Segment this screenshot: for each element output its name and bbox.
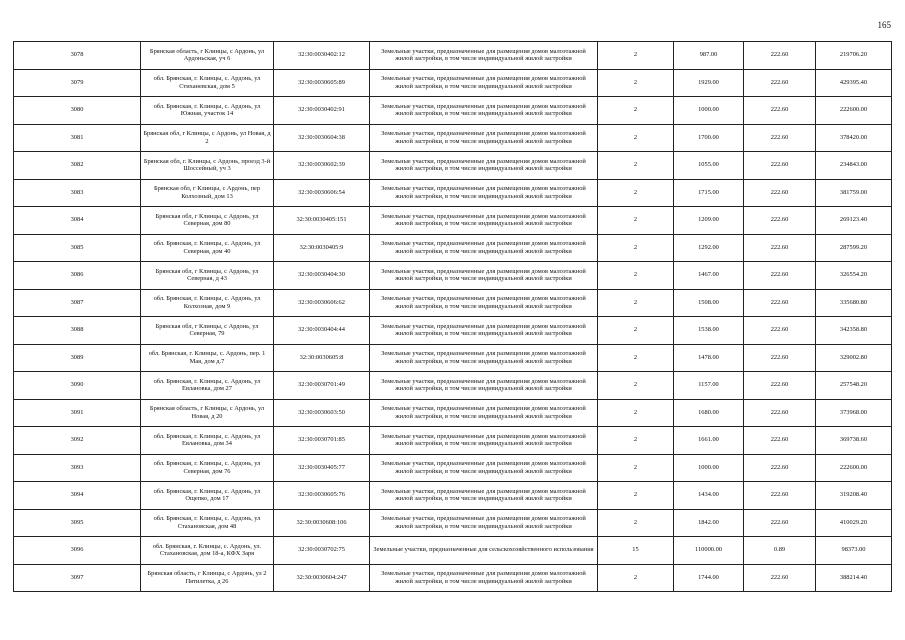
- record-number-cell: 3089: [14, 344, 141, 372]
- address-cell: обл. Брянская, г. Клинцы, с. Ардонь, ул Стахановская, дом 48: [141, 509, 274, 537]
- land-use-cell: Земельные участки, предназначенные для размещения домов малоэтажной жилой застройки, в том числе индивидуальной жилой застройки: [370, 344, 598, 372]
- address-cell: обл. Брянская, г. Клинцы, с. Ардонь, ул Северная, дом 76: [141, 454, 274, 482]
- address-cell: обл. Брянская, г. Клинцы, с. Ардонь, ул. Стахановская, дом 18-а, КФХ Заря: [141, 537, 274, 565]
- group-cell: 2: [598, 564, 674, 592]
- table-row: [14, 344, 892, 372]
- record-number-cell: 3093: [14, 454, 141, 482]
- group-cell: 2: [598, 372, 674, 400]
- group-cell: 2: [598, 97, 674, 125]
- area-cell: 1715.00: [674, 179, 744, 207]
- cadastral-number-cell: 32:30:0030605:89: [274, 69, 370, 97]
- cadastral-number-cell: 32:30:0030405:9: [274, 234, 370, 262]
- area-cell: 110000.00: [674, 537, 744, 565]
- group-cell: 2: [598, 454, 674, 482]
- cadastral-value-cell: 329002.80: [816, 344, 892, 372]
- area-cell: 1929.00: [674, 69, 744, 97]
- record-number-cell: 3083: [14, 179, 141, 207]
- cadastral-value-cell: 388214.40: [816, 564, 892, 592]
- table-row: [14, 234, 892, 262]
- table-row: [14, 207, 892, 235]
- cadastral-number-cell: 32:30:0030604:38: [274, 124, 370, 152]
- record-number-cell: 3078: [14, 42, 141, 70]
- specific-value-cell: 222.60: [744, 344, 816, 372]
- group-cell: 2: [598, 69, 674, 97]
- record-number-cell: 3087: [14, 289, 141, 317]
- table-row: [14, 262, 892, 290]
- record-number-cell: 3088: [14, 317, 141, 345]
- specific-value-cell: 222.60: [744, 262, 816, 290]
- cadastral-number-cell: 32:30:0030405:151: [274, 207, 370, 235]
- area-cell: 1508.00: [674, 289, 744, 317]
- cadastral-number-cell: 32:30:0030702:75: [274, 537, 370, 565]
- specific-value-cell: 222.60: [744, 69, 816, 97]
- cadastral-number-cell: 32:30:0030405:77: [274, 454, 370, 482]
- cadastral-number-cell: 32:30:0030605:76: [274, 482, 370, 510]
- group-cell: 2: [598, 152, 674, 180]
- area-cell: 1055.00: [674, 152, 744, 180]
- land-use-cell: Земельные участки, предназначенные для размещения домов малоэтажной жилой застройки, в том числе индивидуальной жилой застройки: [370, 42, 598, 70]
- table-row: [14, 124, 892, 152]
- land-use-cell: Земельные участки, предназначенные для размещения домов малоэтажной жилой застройки, в том числе индивидуальной жилой застройки: [370, 152, 598, 180]
- cadastral-number-cell: 32:30:0030701:49: [274, 372, 370, 400]
- group-cell: 2: [598, 399, 674, 427]
- address-cell: обл. Брянская, г. Клинцы, с. Ардонь, ул Евлановка, дом 34: [141, 427, 274, 455]
- record-number-cell: 3085: [14, 234, 141, 262]
- specific-value-cell: 222.60: [744, 97, 816, 125]
- land-use-cell: Земельные участки, предназначенные для размещения домов малоэтажной жилой застройки, в том числе индивидуальной жилой застройки: [370, 97, 598, 125]
- cadastral-value-cell: 342358.80: [816, 317, 892, 345]
- specific-value-cell: 222.60: [744, 124, 816, 152]
- area-cell: 1209.00: [674, 207, 744, 235]
- cadastral-value-cell: 410029.20: [816, 509, 892, 537]
- address-cell: обл. Брянская, г. Клинцы, с. Ардонь, ул Ощепко, дом 17: [141, 482, 274, 510]
- cadastral-number-cell: 32:30:0030402:91: [274, 97, 370, 125]
- specific-value-cell: 222.60: [744, 179, 816, 207]
- cadastral-number-cell: 32:30:0030602:39: [274, 152, 370, 180]
- land-use-cell: Земельные участки, предназначенные для размещения домов малоэтажной жилой застройки, в том числе индивидуальной жилой застройки: [370, 509, 598, 537]
- table-row: [14, 152, 892, 180]
- table-row: [14, 69, 892, 97]
- land-use-cell: Земельные участки, предназначенные для сельскохозяйственного использования: [370, 537, 598, 565]
- land-use-cell: Земельные участки, предназначенные для размещения домов малоэтажной жилой застройки, в том числе индивидуальной жилой застройки: [370, 564, 598, 592]
- cadastral-value-cell: 373968.00: [816, 399, 892, 427]
- group-cell: 2: [598, 179, 674, 207]
- land-use-cell: Земельные участки, предназначенные для размещения домов малоэтажной жилой застройки, в том числе индивидуальной жилой застройки: [370, 427, 598, 455]
- record-number-cell: 3090: [14, 372, 141, 400]
- record-number-cell: 3091: [14, 399, 141, 427]
- cadastral-value-cell: 222600.00: [816, 97, 892, 125]
- area-cell: 1661.00: [674, 427, 744, 455]
- specific-value-cell: 222.60: [744, 509, 816, 537]
- area-cell: 1292.00: [674, 234, 744, 262]
- address-cell: Брянская обл, г Клинцы, с Ардонь, ул Северная, 79: [141, 317, 274, 345]
- area-cell: 1842.00: [674, 509, 744, 537]
- record-number-cell: 3096: [14, 537, 141, 565]
- table-row: [14, 537, 892, 565]
- specific-value-cell: 222.60: [744, 427, 816, 455]
- cadastral-number-cell: 32:30:0030605:8: [274, 344, 370, 372]
- area-cell: 1700.00: [674, 124, 744, 152]
- specific-value-cell: 222.60: [744, 317, 816, 345]
- land-use-cell: Земельные участки, предназначенные для размещения домов малоэтажной жилой застройки, в том числе индивидуальной жилой застройки: [370, 179, 598, 207]
- land-use-cell: Земельные участки, предназначенные для размещения домов малоэтажной жилой застройки, в том числе индивидуальной жилой застройки: [370, 482, 598, 510]
- address-cell: Брянская обл, г. Клинцы, с Ардонь, проезд 3-й Шоссейный, уч 3: [141, 152, 274, 180]
- cadastral-value-cell: 381759.00: [816, 179, 892, 207]
- specific-value-cell: 222.60: [744, 482, 816, 510]
- cadastral-value-cell: 234843.00: [816, 152, 892, 180]
- land-use-cell: Земельные участки, предназначенные для размещения домов малоэтажной жилой застройки, в том числе индивидуальной жилой застройки: [370, 207, 598, 235]
- area-cell: 1744.00: [674, 564, 744, 592]
- record-number-cell: 3079: [14, 69, 141, 97]
- address-cell: Брянская обл, г Клинцы, с Ардонь, ул Северная, д 43: [141, 262, 274, 290]
- specific-value-cell: 222.60: [744, 207, 816, 235]
- table-row: [14, 482, 892, 510]
- area-cell: 1157.00: [674, 372, 744, 400]
- group-cell: 2: [598, 124, 674, 152]
- table-row: [14, 509, 892, 537]
- specific-value-cell: 222.60: [744, 399, 816, 427]
- land-use-cell: Земельные участки, предназначенные для размещения домов малоэтажной жилой застройки, в том числе индивидуальной жилой застройки: [370, 399, 598, 427]
- group-cell: 2: [598, 317, 674, 345]
- address-cell: обл. Брянская, г. Клинцы, с. Ардонь, ул Колхозная, дом 9: [141, 289, 274, 317]
- address-cell: Брянская обл, г Клинцы, с Ардонь, ул Новая, д 2: [141, 124, 274, 152]
- land-use-cell: Земельные участки, предназначенные для размещения домов малоэтажной жилой застройки, в том числе индивидуальной жилой застройки: [370, 234, 598, 262]
- area-cell: 987.00: [674, 42, 744, 70]
- record-number-cell: 3086: [14, 262, 141, 290]
- record-number-cell: 3095: [14, 509, 141, 537]
- cadastral-number-cell: 32:30:0030404:30: [274, 262, 370, 290]
- group-cell: 2: [598, 427, 674, 455]
- area-cell: 1467.00: [674, 262, 744, 290]
- group-cell: 2: [598, 509, 674, 537]
- table-row: [14, 454, 892, 482]
- table-row: [14, 564, 892, 592]
- cadastral-value-cell: 98373.00: [816, 537, 892, 565]
- address-cell: обл. Брянская, г. Клинцы, с. Ардонь, ул Северная, дом 40: [141, 234, 274, 262]
- address-cell: Брянская область, г Клинцы, с Ардонь, ул Ардоньская, уч 6: [141, 42, 274, 70]
- specific-value-cell: 222.60: [744, 454, 816, 482]
- cadastral-number-cell: 32:30:0030606:54: [274, 179, 370, 207]
- address-cell: Брянская область, г Клинцы, с Ардонь, ул Новая, д 20: [141, 399, 274, 427]
- address-cell: обл. Брянская, г. Клинцы, с. Ардонь, ул Южная, участок 14: [141, 97, 274, 125]
- area-cell: 1434.00: [674, 482, 744, 510]
- cadastral-number-cell: 32:30:0030608:106: [274, 509, 370, 537]
- group-cell: 2: [598, 289, 674, 317]
- land-use-cell: Земельные участки, предназначенные для размещения домов малоэтажной жилой застройки, в том числе индивидуальной жилой застройки: [370, 69, 598, 97]
- table-row: [14, 179, 892, 207]
- specific-value-cell: 222.60: [744, 372, 816, 400]
- group-cell: 2: [598, 234, 674, 262]
- cadastral-number-cell: 32:30:0030604:247: [274, 564, 370, 592]
- land-registry-table: [13, 41, 892, 592]
- specific-value-cell: 222.60: [744, 152, 816, 180]
- record-number-cell: 3084: [14, 207, 141, 235]
- address-cell: обл. Брянская, г. Клинцы, с. Ардонь, ул Евлановка, дом 27: [141, 372, 274, 400]
- area-cell: 1000.00: [674, 454, 744, 482]
- address-cell: Брянская область, г Клинцы, с Ардонь, ул 2 Пятилетка, д 26: [141, 564, 274, 592]
- cadastral-value-cell: 335680.80: [816, 289, 892, 317]
- cadastral-value-cell: 369738.60: [816, 427, 892, 455]
- cadastral-value-cell: 219706.20: [816, 42, 892, 70]
- specific-value-cell: 0.89: [744, 537, 816, 565]
- page-number: 165: [877, 20, 891, 30]
- specific-value-cell: 222.60: [744, 42, 816, 70]
- group-cell: 15: [598, 537, 674, 565]
- table-row: [14, 97, 892, 125]
- specific-value-cell: 222.60: [744, 289, 816, 317]
- record-number-cell: 3080: [14, 97, 141, 125]
- cadastral-value-cell: 319208.40: [816, 482, 892, 510]
- cadastral-value-cell: 326554.20: [816, 262, 892, 290]
- table-row: [14, 289, 892, 317]
- record-number-cell: 3097: [14, 564, 141, 592]
- land-use-cell: Земельные участки, предназначенные для размещения домов малоэтажной жилой застройки, в том числе индивидуальной жилой застройки: [370, 289, 598, 317]
- group-cell: 2: [598, 207, 674, 235]
- specific-value-cell: 222.60: [744, 234, 816, 262]
- land-use-cell: Земельные участки, предназначенные для размещения домов малоэтажной жилой застройки, в том числе индивидуальной жилой застройки: [370, 317, 598, 345]
- table-row: [14, 42, 892, 70]
- cadastral-number-cell: 32:30:0030404:44: [274, 317, 370, 345]
- cadastral-number-cell: 32:30:0030606:62: [274, 289, 370, 317]
- group-cell: 2: [598, 262, 674, 290]
- address-cell: обл. Брянская, г. Клинцы, с. Ардонь, ул Стиханевская, дом 5: [141, 69, 274, 97]
- record-number-cell: 3094: [14, 482, 141, 510]
- address-cell: Брянская обл, г Клинцы, с Ардонь, пер Колхозный, дом 13: [141, 179, 274, 207]
- record-number-cell: 3081: [14, 124, 141, 152]
- land-use-cell: Земельные участки, предназначенные для размещения домов малоэтажной жилой застройки, в том числе индивидуальной жилой застройки: [370, 262, 598, 290]
- table-row: [14, 317, 892, 345]
- cadastral-value-cell: 378420.00: [816, 124, 892, 152]
- cadastral-value-cell: 429395.40: [816, 69, 892, 97]
- group-cell: 2: [598, 344, 674, 372]
- group-cell: 2: [598, 482, 674, 510]
- cadastral-number-cell: 32:30:0030402:12: [274, 42, 370, 70]
- record-number-cell: 3082: [14, 152, 141, 180]
- land-use-cell: Земельные участки, предназначенные для размещения домов малоэтажной жилой застройки, в том числе индивидуальной жилой застройки: [370, 454, 598, 482]
- cadastral-value-cell: 222600.00: [816, 454, 892, 482]
- group-cell: 2: [598, 42, 674, 70]
- address-cell: Брянская обл, г Клинцы, с Ардонь, ул Северная, дом 80: [141, 207, 274, 235]
- table-row: [14, 372, 892, 400]
- area-cell: 1680.00: [674, 399, 744, 427]
- table-row: [14, 399, 892, 427]
- cadastral-number-cell: 32:30:0030603:50: [274, 399, 370, 427]
- land-use-cell: Земельные участки, предназначенные для размещения домов малоэтажной жилой застройки, в том числе индивидуальной жилой застройки: [370, 372, 598, 400]
- cadastral-value-cell: 269123.40: [816, 207, 892, 235]
- table-row: [14, 427, 892, 455]
- area-cell: 1478.00: [674, 344, 744, 372]
- cadastral-value-cell: 257548.20: [816, 372, 892, 400]
- cadastral-number-cell: 32:30:0030701:85: [274, 427, 370, 455]
- specific-value-cell: 222.60: [744, 564, 816, 592]
- address-cell: обл. Брянская, г. Клинцы, с. Ардонь, пер. 1 Мая, дом д.7: [141, 344, 274, 372]
- record-number-cell: 3092: [14, 427, 141, 455]
- land-use-cell: Земельные участки, предназначенные для размещения домов малоэтажной жилой застройки, в том числе индивидуальной жилой застройки: [370, 124, 598, 152]
- area-cell: 1000.00: [674, 97, 744, 125]
- area-cell: 1538.00: [674, 317, 744, 345]
- cadastral-value-cell: 287599.20: [816, 234, 892, 262]
